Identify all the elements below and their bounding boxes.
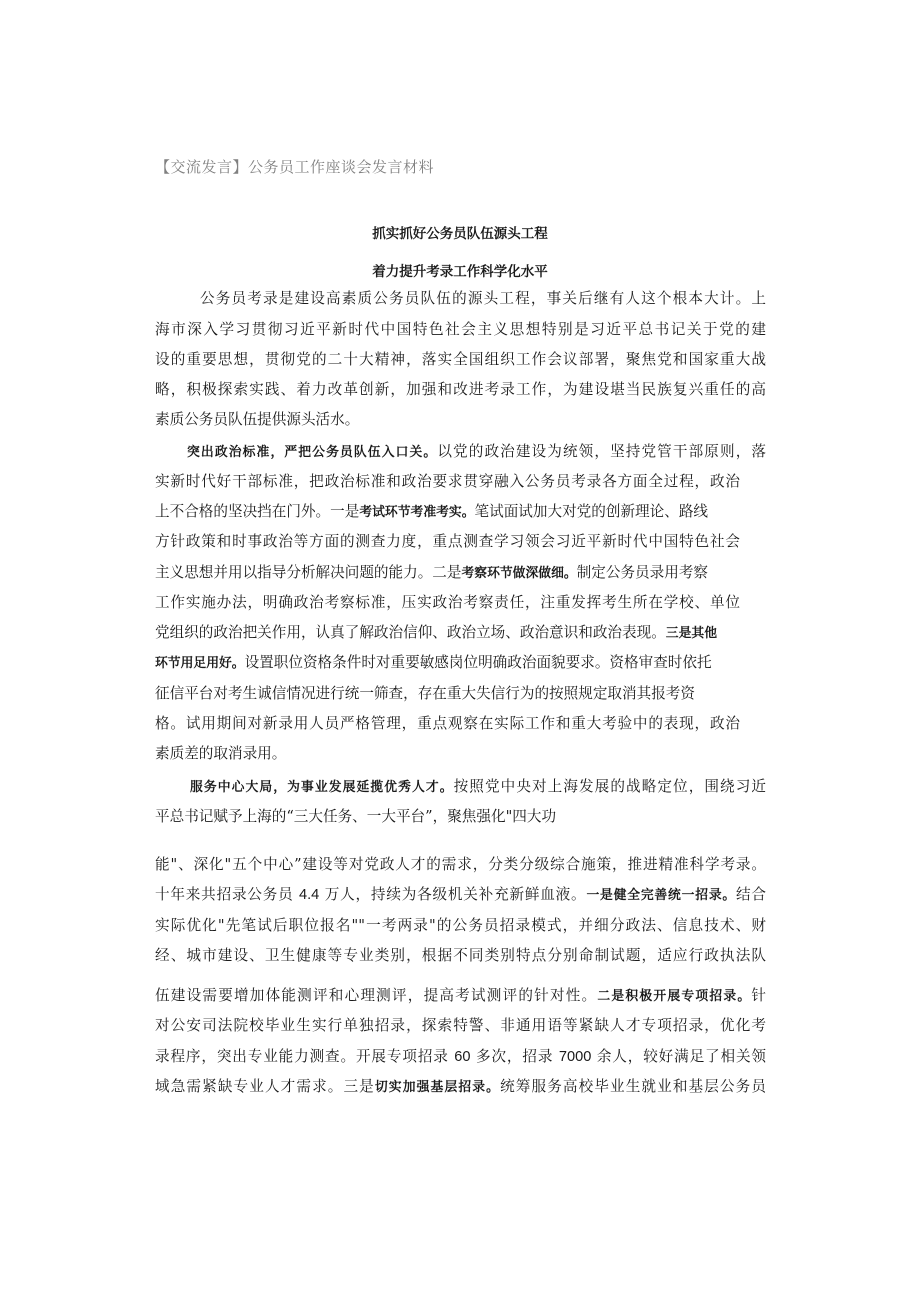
p2-lead: 突出政治标准，严把公务员队伍入口关。 [187,445,438,460]
p1-line-2: 海市深入学习贯彻习近平新时代中国特色社会主义思想特别是习近平总书记关于党的建 [155,321,766,338]
p2-line-4: 方针政策和时事政治等方面的测查力度，重点测查学习领会习近平新时代中国特色社会 [155,533,740,550]
p3-line-7: 伍建设需要增加体能测评和心理测评，提高考试测评的针对性。二是积极开展专项招录。针 [155,987,767,1004]
p2-line-7: 党组织的政治把关作用，认真了解政治信仰、政治立场、政治意识和政治表现。三是其他 [155,624,717,641]
p2-line-8: 环节用足用好。设置职位资格条件时对重要敏感岗位明确政治面貌要求。资格审查时依托 [155,654,712,671]
p2-line-3: 上不合格的坚决挡在门外。一是考试环节考准考实。笔试面试加大对党的创新理论、路线 [155,503,709,520]
title-line-1: 抓实抓好公务员队伍源头工程 [372,226,548,242]
p3-line-8: 对公安司法院校毕业生实行单独招录，探索特警、非通用语等紧缺人才专项招录，优化考 [155,1017,766,1034]
p3-line-1: 服务中心大局，为事业发展延揽优秀人才。按照党中央对上海发展的战略定位，围绕习近 [190,778,766,795]
p1-line-5: 素质公务员队伍提供源头活水。 [155,411,360,428]
document-label: 【交流发言】公务员工作座谈会发言材料 [155,158,435,176]
p3-line-6: 经、城市建设、卫生健康等专业类别，根据不同类别特点分别命制试题，适应行政执法队 [155,947,766,964]
p1-line-3: 设的重要思想，贯彻党的二十大精神，落实全国组织工作会议部署，聚焦党和国家重大战 [155,351,766,368]
p1-line-1: 公务员考录是建设高素质公务员队伍的源头工程，事关后继有人这个根本大计。上 [200,290,766,307]
p2-line-6: 工作实施办法，明确政治考察标准，压实政治考察责任，注重发挥考生所在学校、单位 [155,594,740,611]
p1-line-4: 略，积极探索实践、着力改革创新，加强和改进考录工作，为建设堪当民族复兴重任的高 [155,381,766,398]
p2-line-11: 素质差的取消录用。 [155,745,287,762]
p2-line-5: 主义思想并用以指导分析解决问题的能力。二是考察环节做深做细。制定公务员录用考察 [155,564,709,581]
p3-line-5: 实际优化"先笔试后职位报名""一考两录"的公务员招录模式，并细分政法、信息技术、财 [155,917,766,934]
title-line-2: 着力提升考录工作科学化水平 [372,264,548,280]
p3-line-4: 十年来共招录公务员 4.4 万人，持续为各级机关补充新鲜血液。一是健全完善统一招录。结合 [155,886,767,903]
p2-line-2: 实新时代好干部标准，把政治标准和政治要求贯穿融入公务员考录各方面全过程，政治 [155,473,740,490]
p3-line-2: 平总书记赋予上海的“三大任务、一大平台”，聚焦强化"四大功 [155,808,557,825]
p3-line-10: 域急需紧缺专业人才需求。三是切实加强基层招录。统筹服务高校毕业生就业和基层公务员 [155,1078,766,1095]
p3-line-9: 录程序，突出专业能力测查。开展专项招录 60 多次，招录 7000 余人，较好满足了相关领 [155,1048,767,1065]
p2-line-9: 征信平台对考生诚信情况进行统一筛查，存在重大失信行为的按照规定取消其报考资 [155,685,695,702]
p2-line-1: 突出政治标准，严把公务员队伍入口关。以党的政治建设为统领，坚持党管干部原则，落 [187,443,766,460]
p2-line-10: 格。试用期间对新录用人员严格管理，重点观察在实际工作和重大考验中的表现，政治 [155,715,740,732]
p3-line-3: 能"、深化"五个中心”建设等对党政人才的需求，分类分级综合施策，推进精准科学考录。 [155,856,766,873]
p3-lead: 服务中心大局，为事业发展延揽优秀人才。 [190,780,454,795]
